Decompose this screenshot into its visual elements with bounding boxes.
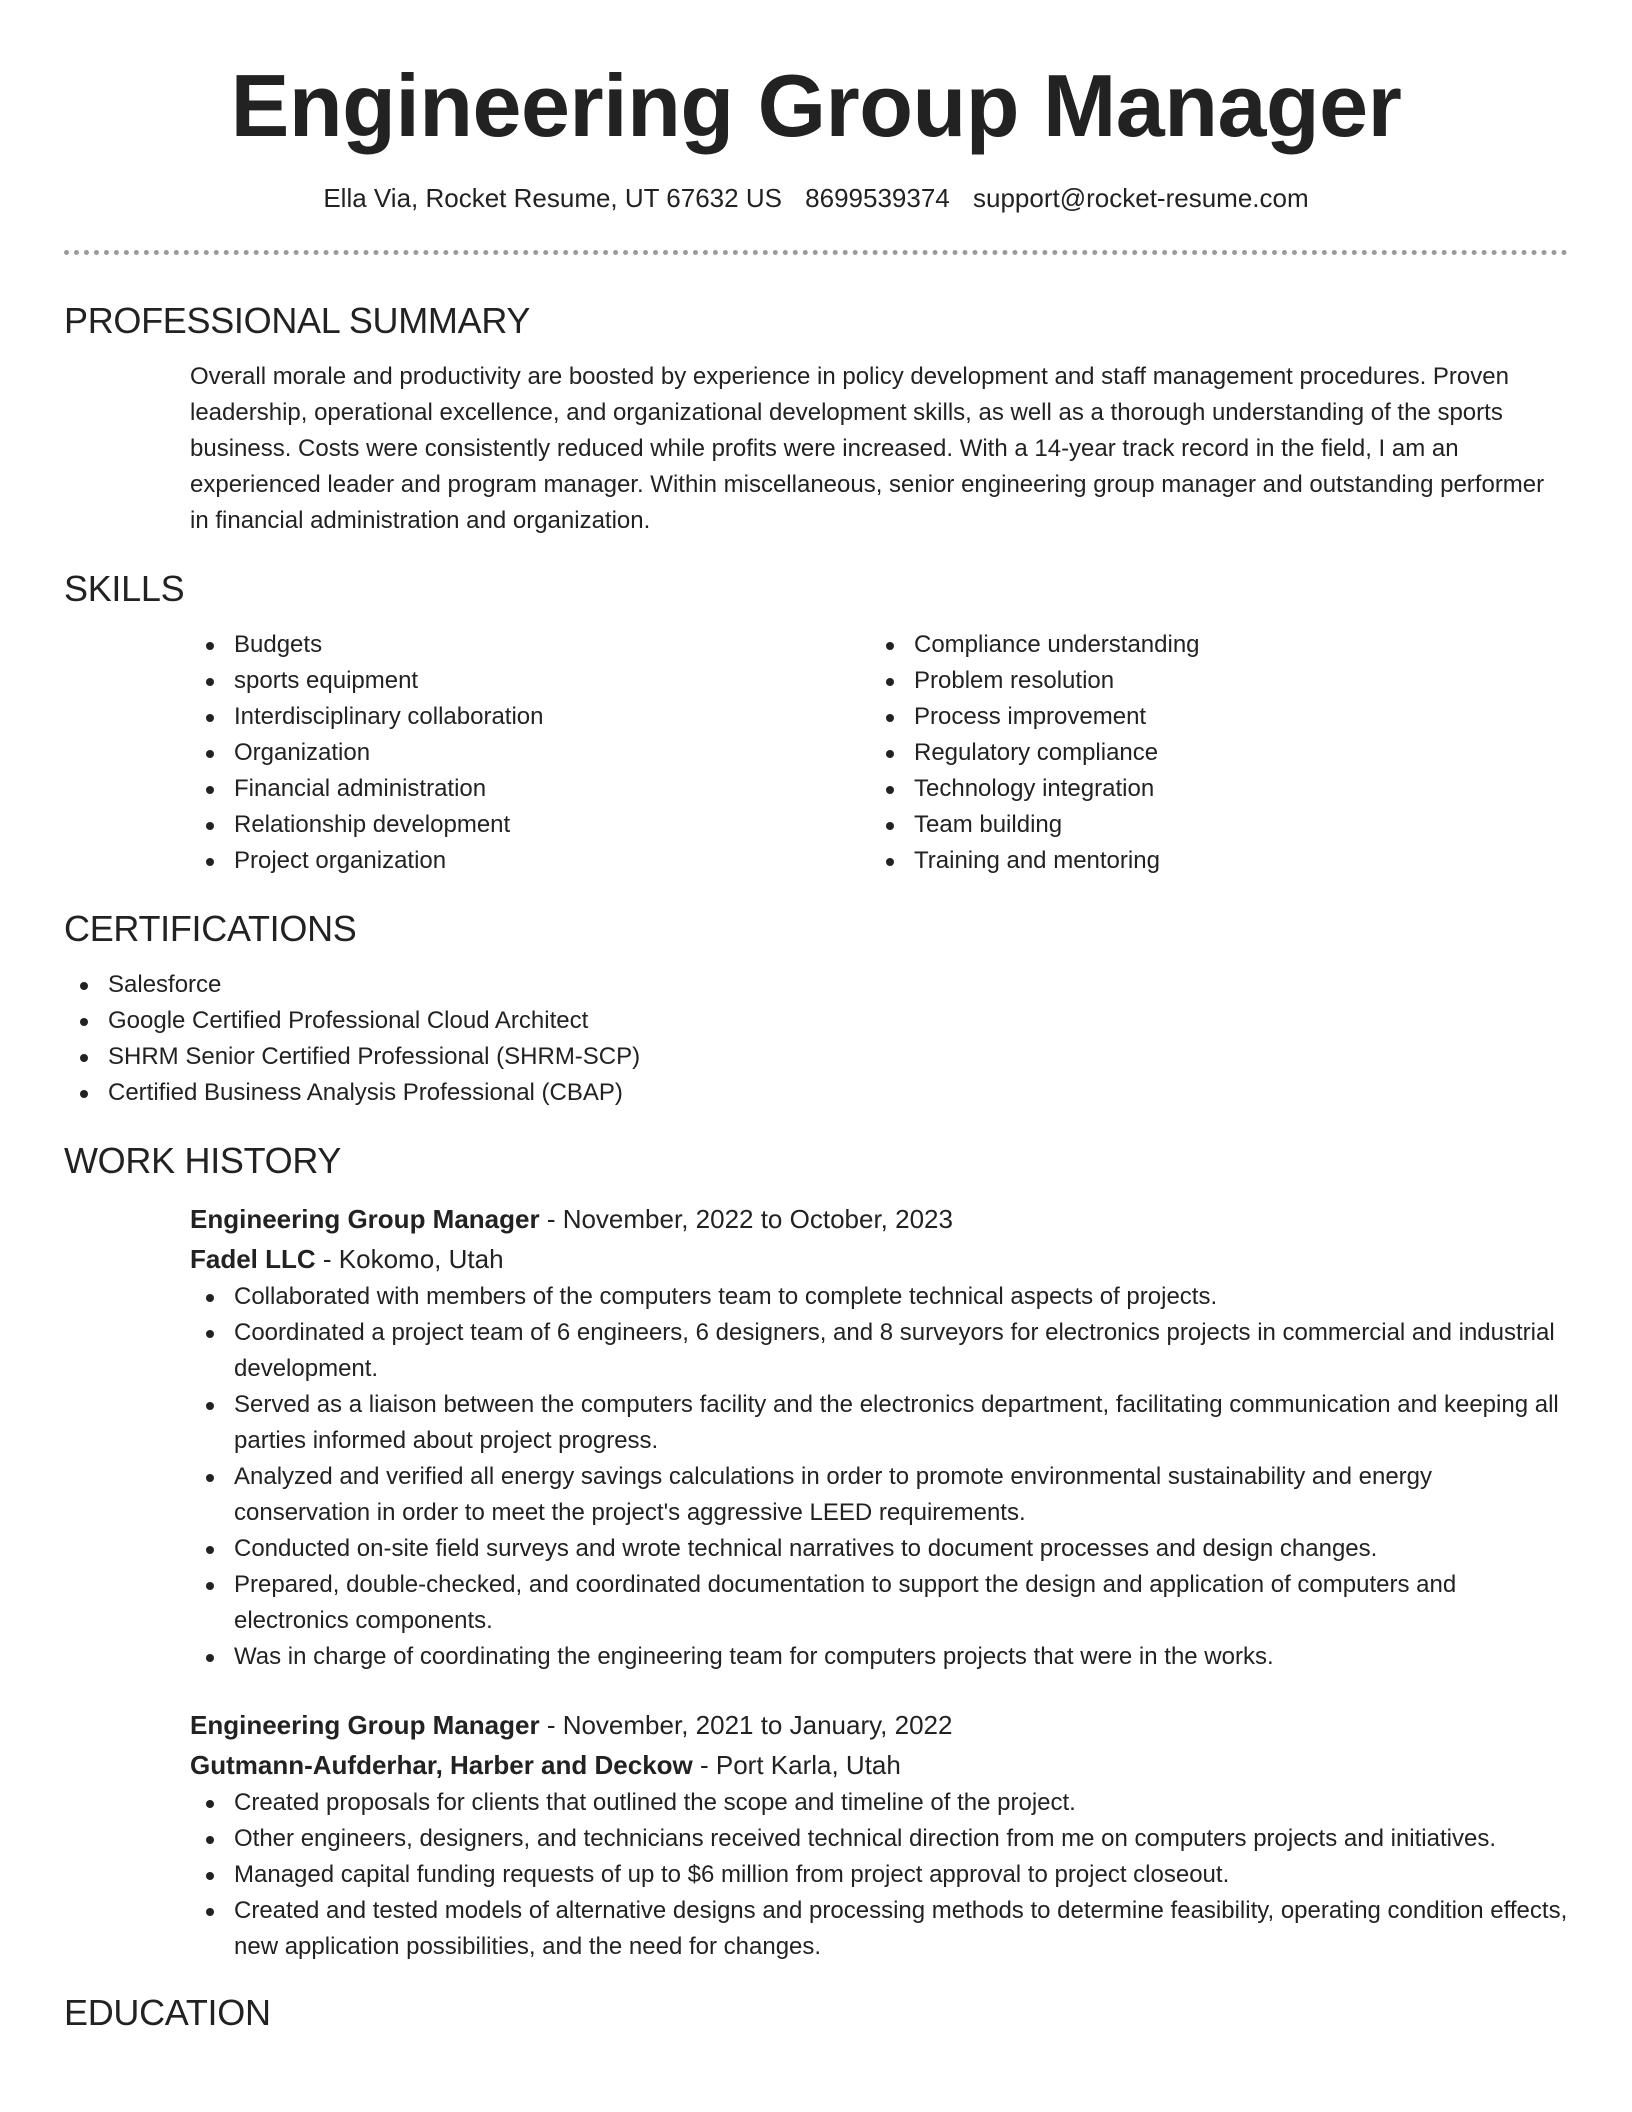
contact-email: support@rocket-resume.com	[973, 183, 1309, 213]
certification-item: Google Certified Professional Cloud Architect	[64, 1003, 1568, 1039]
skills-columns	[190, 627, 1568, 879]
job-duty-item: Created and tested models of alternative designs and processing methods to determine feasibility, operating condition effects, new application possibilities, and the need for changes.	[190, 1893, 1568, 1965]
skill-item: Financial administration	[190, 771, 870, 807]
work-history-heading: WORK HISTORY	[64, 1140, 342, 1181]
job-dates: - November, 2022 to October, 2023	[539, 1204, 953, 1234]
job-duty-item: Other engineers, designers, and technicians received technical direction from me on computers projects and initiatives.	[190, 1821, 1568, 1857]
skill-item: Project organization	[190, 843, 870, 879]
skill-item: Interdisciplinary collaboration	[190, 699, 870, 735]
skill-item: Regulatory compliance	[870, 735, 1550, 771]
contact-phone: 8699539374	[805, 183, 950, 213]
job-company: Fadel LLC	[190, 1244, 316, 1274]
skills-heading: SKILLS	[64, 568, 185, 609]
skill-item: Team building	[870, 807, 1550, 843]
certification-item: Certified Business Analysis Professional (CBAP)	[64, 1075, 1568, 1111]
job-duty-item: Served as a liaison between the computers facility and the electronics department, facilitating communication and keeping all parties informed about project progress.	[190, 1387, 1568, 1459]
skills-list-left	[190, 627, 870, 879]
job-title-line	[190, 1705, 1568, 1745]
job-duty-item: Prepared, double-checked, and coordinated documentation to support the design and application of computers and electronics components.	[190, 1567, 1568, 1639]
summary-section	[64, 299, 1568, 539]
certifications-list	[64, 967, 1568, 1111]
job-location: - Kokomo, Utah	[315, 1244, 504, 1274]
work-history-section	[64, 1139, 1568, 1965]
job-duties-list	[190, 1279, 1568, 1675]
resume-title: Engineering Group Manager	[230, 56, 1402, 155]
skill-item: Budgets	[190, 627, 870, 663]
job-company: Gutmann-Aufderhar, Harber and Deckow	[190, 1750, 693, 1780]
certifications-heading: CERTIFICATIONS	[64, 908, 357, 949]
job-duty-item: Coordinated a project team of 6 engineers, 6 designers, and 8 surveyors for electronics projects in commercial and industrial development.	[190, 1315, 1568, 1387]
job-title: Engineering Group Manager	[190, 1204, 540, 1234]
skill-item: sports equipment	[190, 663, 870, 699]
job-duty-item: Created proposals for clients that outlined the scope and timeline of the project.	[190, 1785, 1568, 1821]
job-entry	[190, 1705, 1568, 1965]
job-duties-list	[190, 1785, 1568, 1965]
job-company-line	[190, 1745, 1568, 1785]
job-title: Engineering Group Manager	[190, 1710, 540, 1740]
job-title-line	[190, 1199, 1568, 1239]
header-divider	[64, 250, 1568, 255]
summary-heading: PROFESSIONAL SUMMARY	[64, 300, 531, 341]
job-duty-item: Conducted on-site field surveys and wrote technical narratives to document processes and design changes.	[190, 1531, 1568, 1567]
skill-item: Relationship development	[190, 807, 870, 843]
education-heading: EDUCATION	[64, 1992, 271, 2033]
certification-item: SHRM Senior Certified Professional (SHRM-SCP)	[64, 1039, 1568, 1075]
job-duty-item: Was in charge of coordinating the engineering team for computers projects that were in the works.	[190, 1639, 1568, 1675]
skill-item: Compliance understanding	[870, 627, 1550, 663]
certification-item: Salesforce	[64, 967, 1568, 1003]
job-entry	[190, 1199, 1568, 1675]
job-location: - Port Karla, Utah	[692, 1750, 901, 1780]
skill-item: Training and mentoring	[870, 843, 1550, 879]
job-dates: - November, 2021 to January, 2022	[539, 1710, 953, 1740]
skills-section	[64, 567, 1568, 879]
skills-list-right	[870, 627, 1550, 879]
contact-address: Ella Via, Rocket Resume, UT 67632 US	[323, 183, 782, 213]
skill-item: Technology integration	[870, 771, 1550, 807]
skill-item: Problem resolution	[870, 663, 1550, 699]
job-duty-item: Managed capital funding requests of up to $6 million from project approval to project closeout.	[190, 1857, 1568, 1893]
job-duty-item: Collaborated with members of the computers team to complete technical aspects of projects.	[190, 1279, 1568, 1315]
education-section	[64, 1991, 1568, 2035]
job-company-line	[190, 1239, 1568, 1279]
job-duty-item: Analyzed and verified all energy savings calculations in order to promote environmental sustainability and energy conservation in order to meet the project's aggressive LEED requirements.	[190, 1459, 1568, 1531]
summary-text: Overall morale and productivity are boosted by experience in policy development and staff management procedures. Proven leadership, operational excellence, and organizational development skills, as well as a thorough understanding of the sports business. Costs were consistently reduced while profits were increased. With a 14-year track record in the field, I am an experienced leader and program manager. Within miscellaneous, senior engineering group manager and outstanding performer in financial administration and organization.	[190, 363, 1545, 534]
contact-line	[64, 180, 1568, 216]
skill-item: Process improvement	[870, 699, 1550, 735]
skill-item: Organization	[190, 735, 870, 771]
certifications-section	[64, 907, 1568, 1111]
